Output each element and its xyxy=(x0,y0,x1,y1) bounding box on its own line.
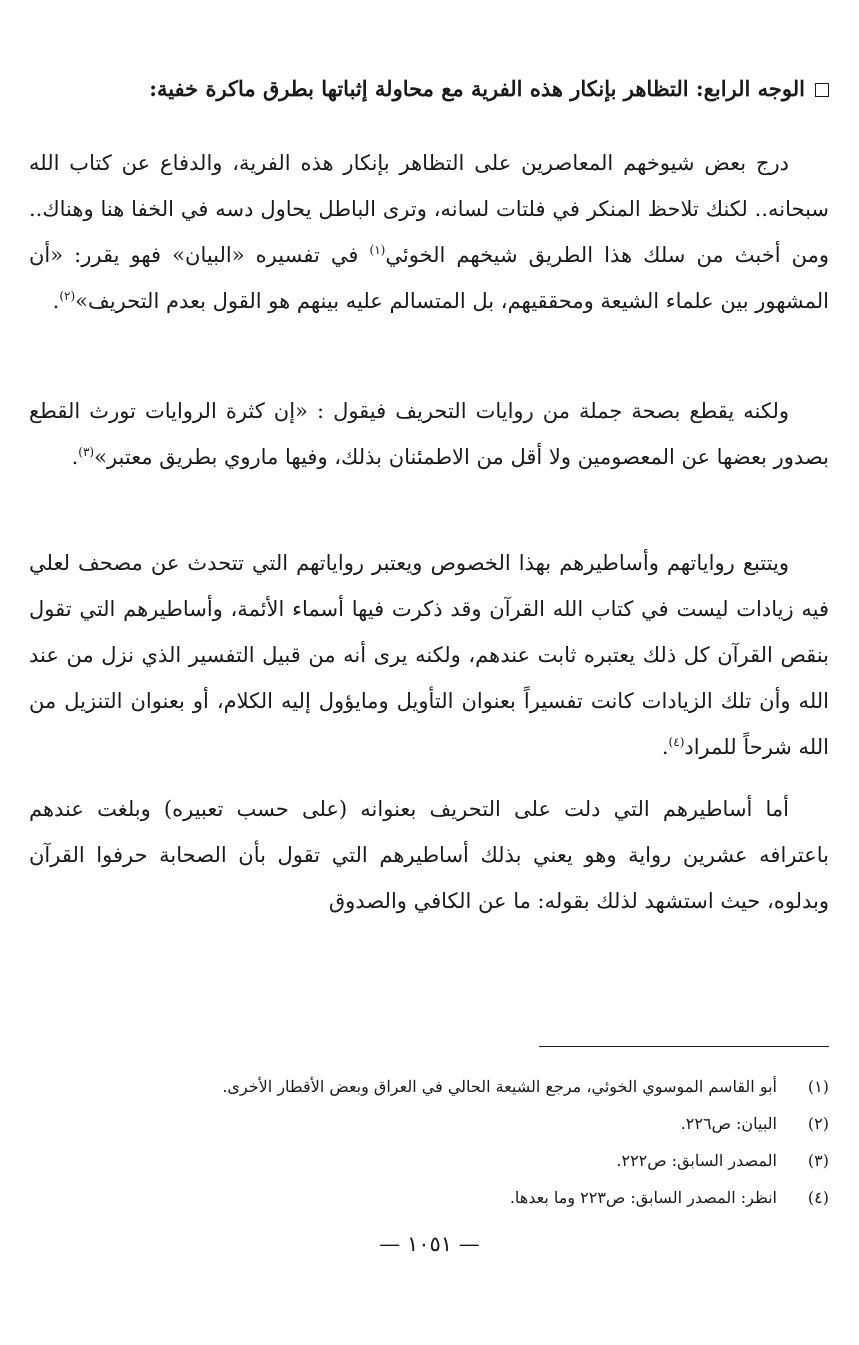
paragraph-1 xyxy=(29,140,829,324)
paragraph-1-text-c: . xyxy=(52,289,60,313)
paragraph-2-text-b: . xyxy=(71,445,79,469)
paragraph-3-text-b: . xyxy=(661,735,669,759)
footnote-item xyxy=(29,1179,829,1216)
footnote-ref-1[interactable]: (١) xyxy=(369,243,386,257)
paragraph-3-text-a: ويتتبع رواياتهم وأساطيرهم بهذا الخصوص ويعتبر رواياتهم التي تتحدث عن مصحف لعلي فيه زيادات ليست في كتاب الله القرآن وقد ذكرت فيها أسماء الأئمة، وأساطيرهم التي تقول بنقص القرآن كل ذلك يعتبره ثابت عندهم، ولكنه يرى أنه من قبيل التفسير الذي نزل من عند الله وأن تلك الزيادات كانت تفسيراً بعنوان التأويل ومايؤول إليه الكلام، أو بعنوان التنزيل من الله شرحاً للمراد xyxy=(29,551,829,759)
paragraph-2-text-a: ولكنه يقطع بصحة جملة من روايات التحريف فيقول : «إن كثرة الروايات تورث القطع بصدور بعضها عن المعصومين ولا أقل من الاطمئنان بذلك، وفيها ماروي بطريق معتبر» xyxy=(29,399,829,469)
footnote-ref-4[interactable]: (٤) xyxy=(668,735,685,749)
footnote-text: انظر: المصدر السابق: ص٢٢٣ وما بعدها. xyxy=(509,1188,777,1207)
footnote-text: البيان: ص٢٢٦. xyxy=(680,1114,777,1133)
section-heading xyxy=(29,72,829,106)
paragraph-3 xyxy=(29,540,829,770)
footnote-ref-3[interactable]: (٣) xyxy=(78,445,95,459)
footnote-number: (٣) xyxy=(807,1151,829,1170)
page-number: — ١٠٥١ — xyxy=(379,1232,480,1256)
paragraph-1-text-b: في تفسيره «البيان» فهو يقرر: «أن المشهور بين علماء الشيعة ومحققيهم، بل المتسالم عليه بينهم هو القول بعدم التحريف» xyxy=(29,243,829,313)
footnote-text: المصدر السابق: ص٢٢٢. xyxy=(616,1151,777,1170)
footnote-item xyxy=(29,1142,829,1179)
paragraph-4-text-a: أما أساطيرهم التي دلت على التحريف بعنوانه (على حسب تعبيره) وبلغت عندهم باعترافه عشرين رواية وهو يعني بذلك أساطيرهم التي تقول بأن الصحابة حرفوا القرآن وبدلوه، حيث استشهد لذلك بقوله: ما عن الكافي والصدوق xyxy=(29,797,829,913)
footnote-number: (١) xyxy=(807,1077,829,1096)
footnote-separator xyxy=(539,1046,829,1047)
paragraph-2 xyxy=(29,388,829,480)
section-heading-text: الوجه الرابع: التظاهر بإنكار هذه الفرية مع محاولة إثباتها بطرق ماكرة خفية: xyxy=(149,76,805,101)
footnote-text: أبو القاسم الموسوي الخوئي، مرجع الشيعة الحالي في العراق وبعض الأقطار الأخرى. xyxy=(222,1077,777,1096)
empty-checkbox-icon xyxy=(815,83,829,97)
footnote-ref-2[interactable]: (٢) xyxy=(59,289,76,303)
footnote-number: (٢) xyxy=(807,1114,829,1133)
footnote-number: (٤) xyxy=(807,1188,829,1207)
paragraph-4 xyxy=(29,786,829,924)
footnote-item xyxy=(29,1105,829,1142)
paragraph-1-text-a: درج بعض شيوخهم المعاصرين على التظاهر بإنكار هذه الفرية، والدفاع عن كتاب الله سبحانه.. لكنك تلاحظ المنكر في فلتات لسانه، وترى الباطل يحاول دسه في الخفا هنا وهناك.. ومن أخبث من سلك هذا الطريق شيخهم الخوئي xyxy=(29,151,829,267)
footnote-item xyxy=(29,1068,829,1105)
footnotes xyxy=(29,1068,829,1216)
